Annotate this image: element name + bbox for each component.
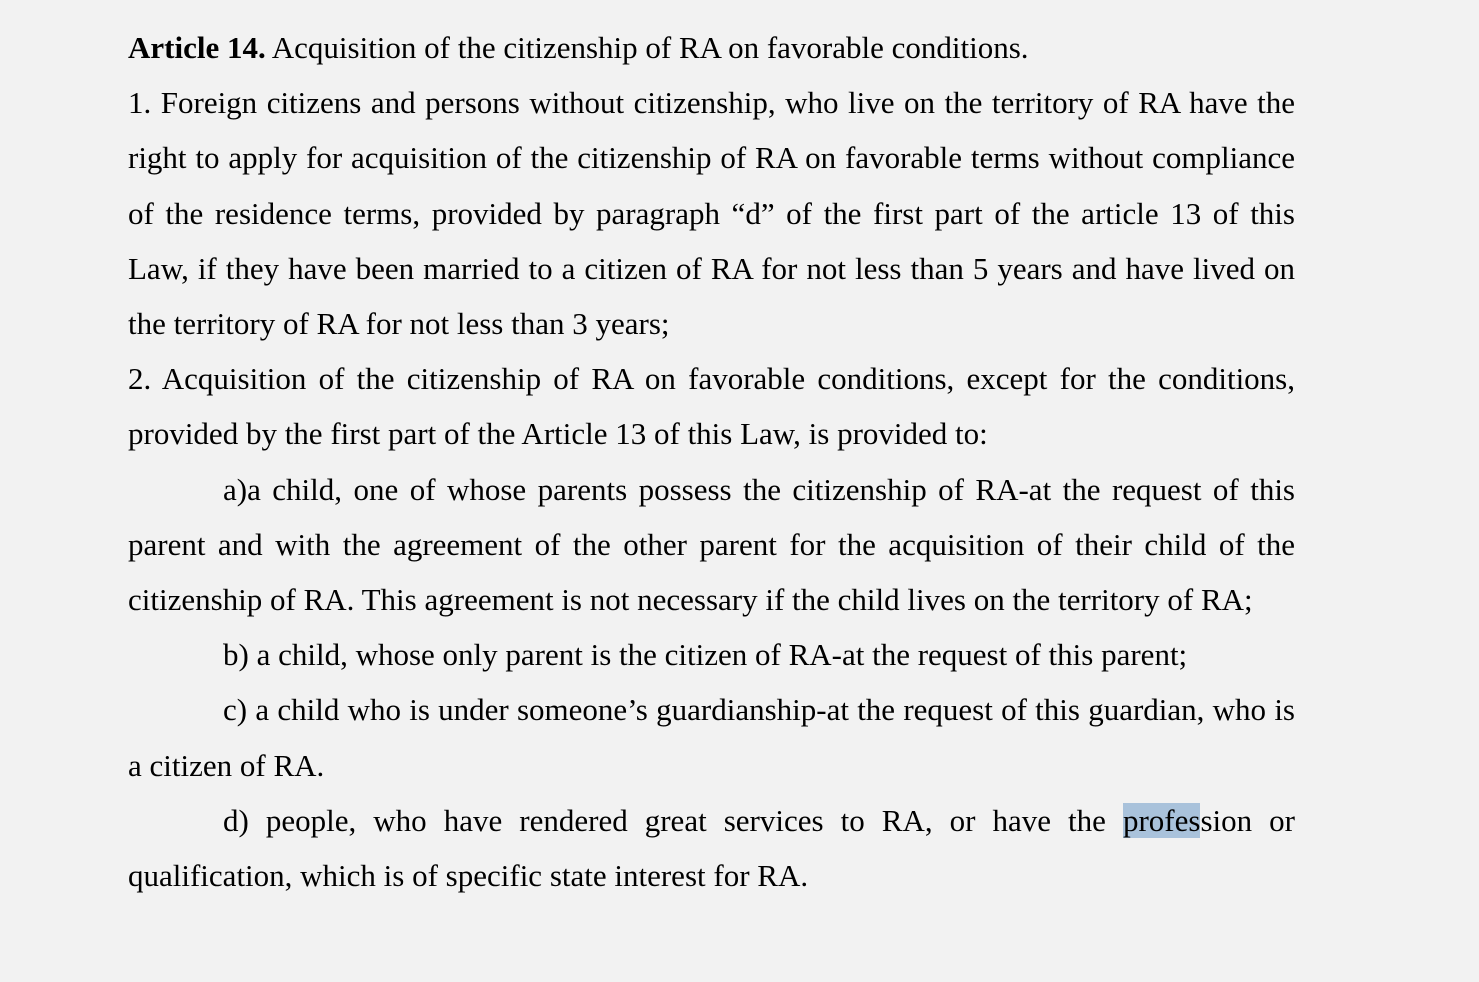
item-b: b) a child, whose only parent is the citizen of RA-at the request of this parent;: [223, 637, 1188, 673]
item-c: c) a child who is under someone’s guardianship-at the request of this guardian, who is a citizen of RA.: [128, 692, 1295, 783]
item-d-text-after: sion or qualification, which is of specific state interest for RA.: [128, 802, 1295, 894]
article-number: Article 14.: [128, 30, 266, 65]
item-a: a)a child, one of whose parents possess the citizenship of RA-at the request of this parent and with the agreement of the other parent for the acquisition of their child of the citizenship of RA. This agreement is not necessary if the child lives on the territory of RA;: [128, 471, 1295, 618]
article-heading: [128, 20, 1295, 75]
item-d: [128, 793, 1295, 903]
item-d-text-before: d) people, who have rendered great services to RA, or have the: [223, 802, 1123, 838]
article-title: Acquisition of the citizenship of RA on favorable conditions.: [265, 30, 1029, 65]
paragraph-2: 2. Acquisition of the citizenship of RA on favorable conditions, except for the conditions, provided by the first part of the Article 13 of this Law, is provided to:: [128, 361, 1295, 452]
document-body[interactable]: [128, 20, 1295, 903]
paragraph-1: 1. Foreign citizens and persons without citizenship, who live on the territory of RA have the right to apply for acquisition of the citizenship of RA on favorable terms without compliance of the residence terms, provided by paragraph “d” of the first part of the article 13 of this Law, if they have been married to a citizen of RA for not less than 5 years and have lived on the territory of RA for not less than 3 years;: [128, 85, 1295, 342]
text-selection[interactable]: profes: [1122, 802, 1201, 838]
